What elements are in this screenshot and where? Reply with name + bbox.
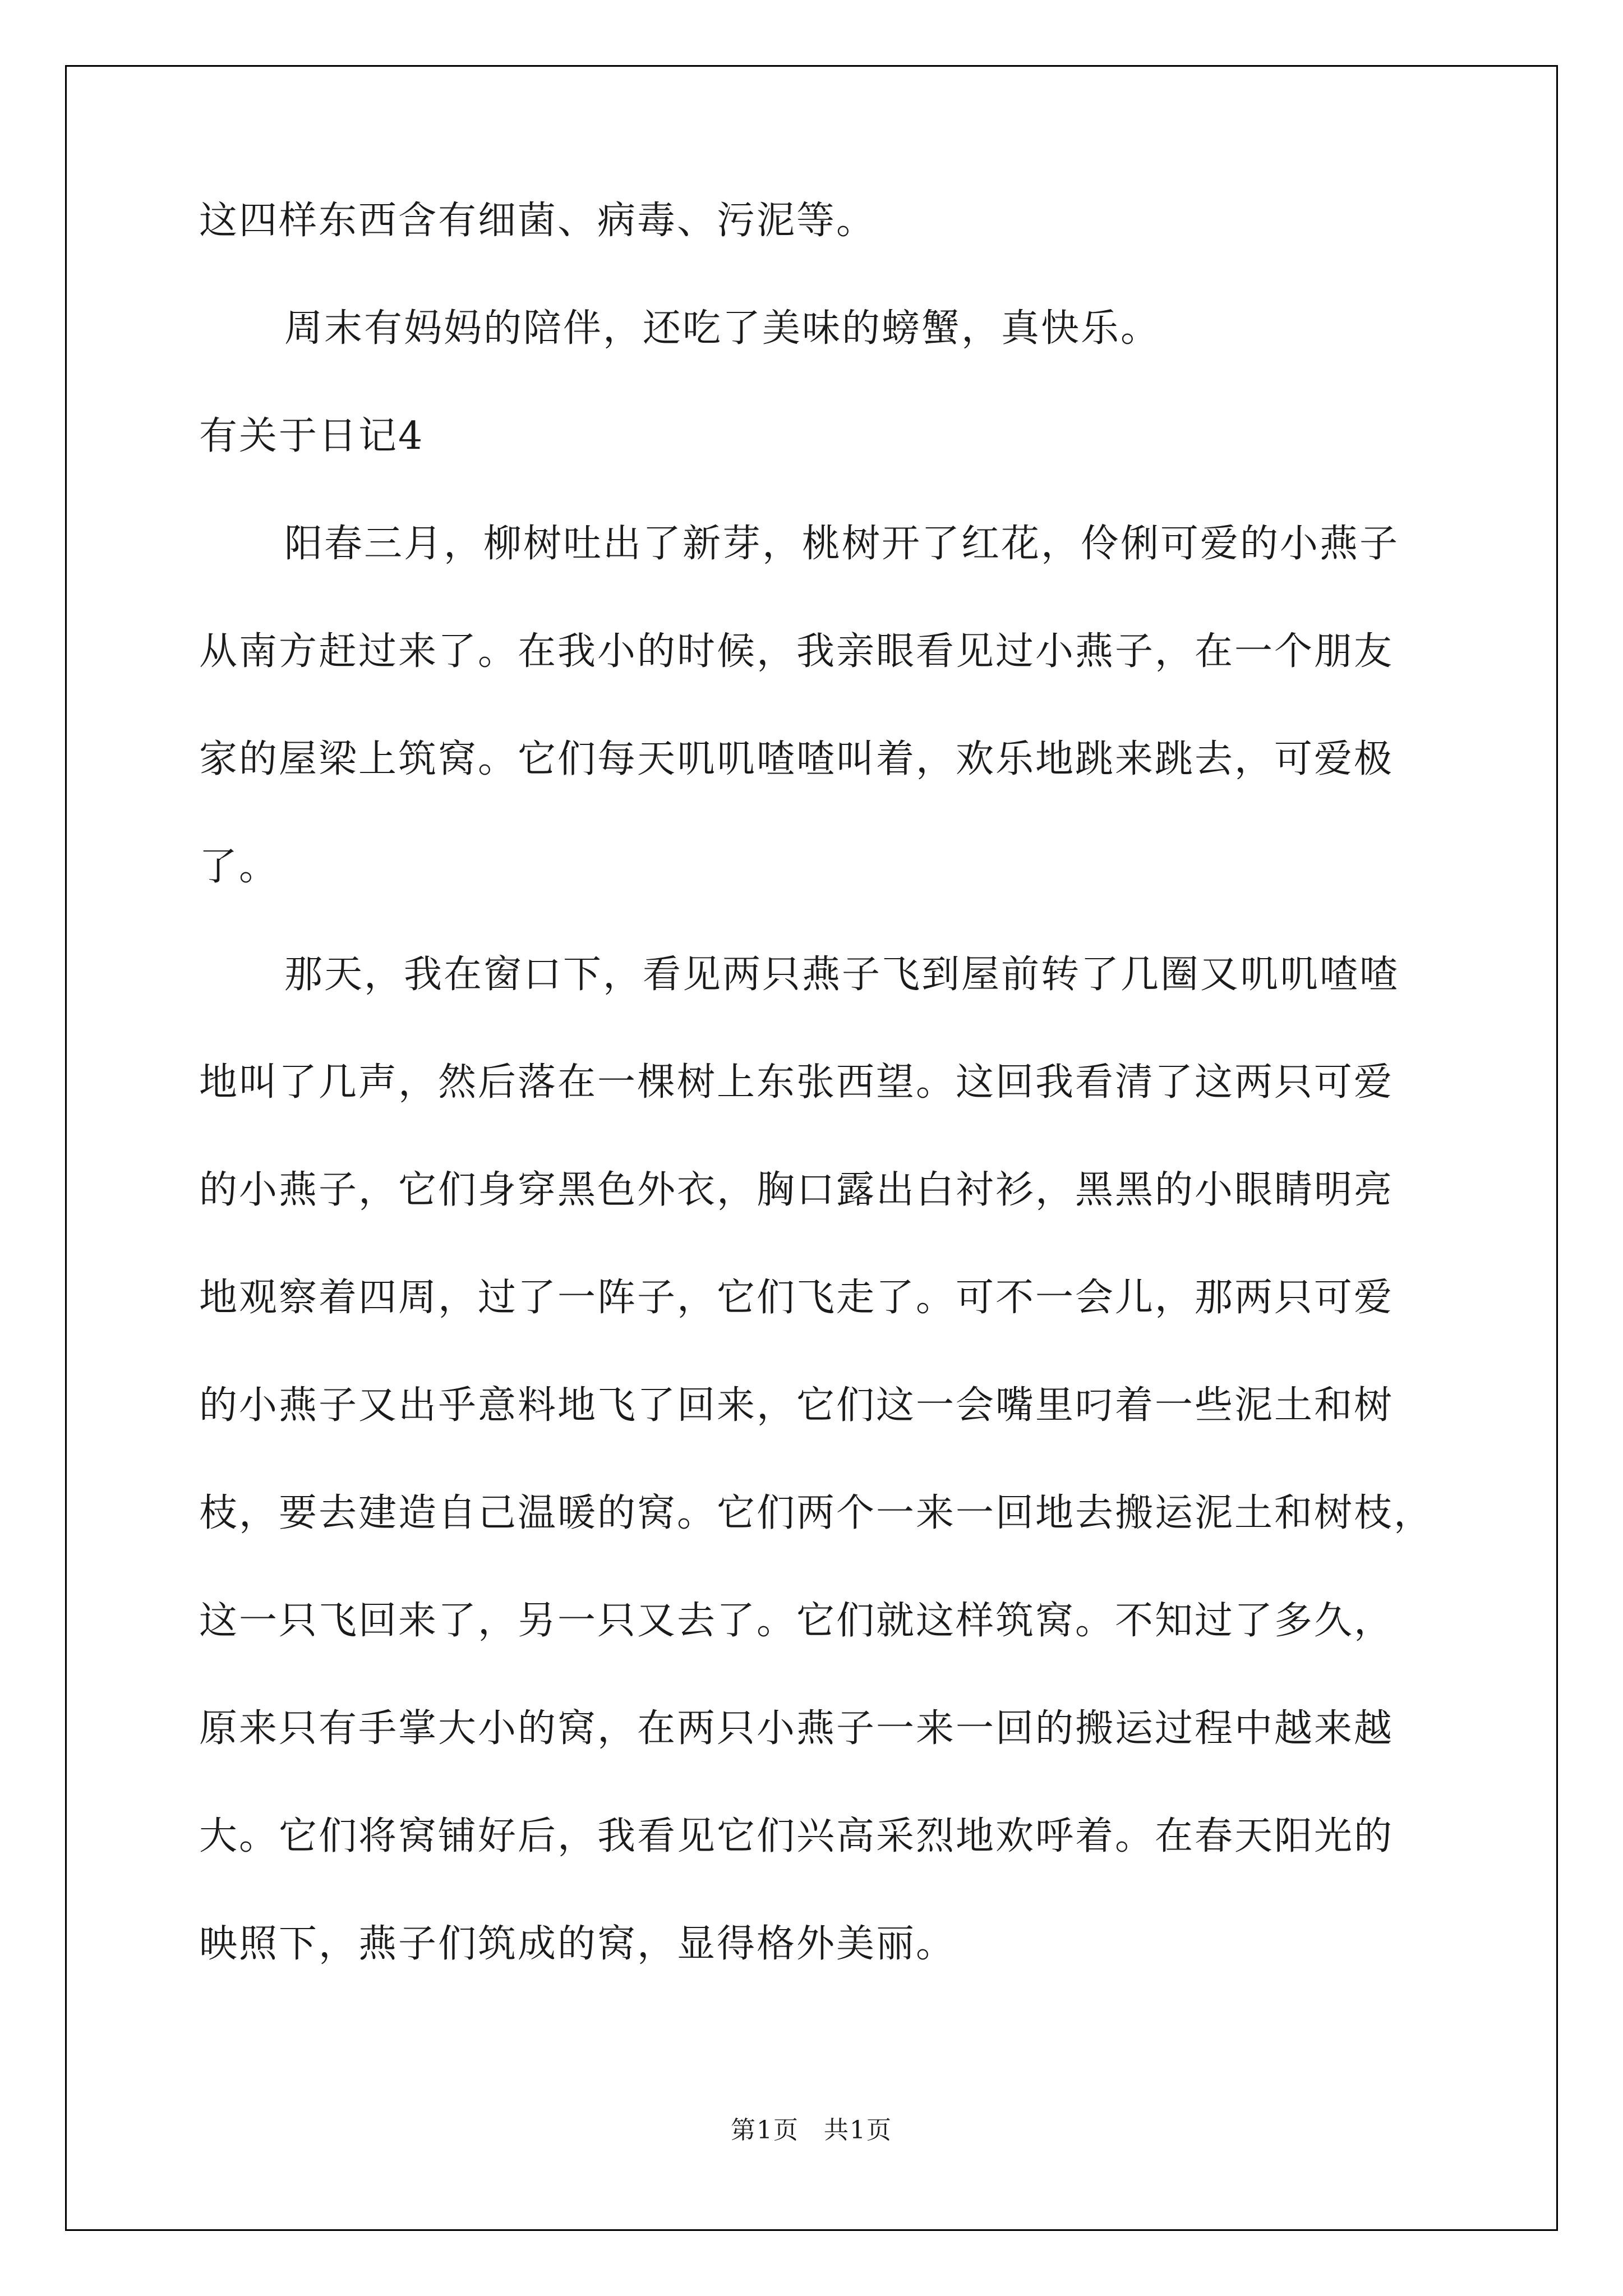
paragraph-line: 映照下，燕子们筑成的窝，显得格外美丽。 (199, 1922, 956, 1966)
paragraph-line: 那天，我在窗口下，看见两只燕子飞到屋前转了几圈又叽叽喳喳 (284, 953, 1400, 997)
paragraph-line: 从南方赶过来了。在我小的时候，我亲眼看见过小燕子，在一个朋友 (199, 629, 1394, 674)
page-number-total: 共1页 (824, 2116, 892, 2145)
paragraph-line: 大。它们将窝铺好后，我看见它们兴高采烈地欢呼着。在春天阳光的 (199, 1814, 1394, 1858)
paragraph-line: 地叫了几声，然后落在一棵树上东张西望。这回我看清了这两只可爱 (199, 1060, 1394, 1105)
section-heading: 有关于日记4 (199, 414, 425, 458)
paragraph-line: 家的屋梁上筑窝。它们每天叽叽喳喳叫着，欢乐地跳来跳去，可爱极 (199, 737, 1394, 781)
paragraph-line: 阳春三月，柳树吐出了新芽，桃树开了红花，伶俐可爱的小燕子 (284, 522, 1400, 566)
page-border (65, 65, 1558, 2231)
paragraph-line: 的小燕子，它们身穿黑色外衣，胸口露出白衬衫，黑黑的小眼睛明亮 (199, 1168, 1394, 1212)
paragraph-line: 这一只飞回来了，另一只又去了。它们就这样筑窝。不知过了多久， (199, 1599, 1394, 1643)
paragraph-line: 地观察着四周，过了一阵子，它们飞走了。可不一会儿，那两只可爱 (199, 1276, 1394, 1320)
page-footer (0, 2114, 1623, 2147)
paragraph-line: 周末有妈妈的陪伴，还吃了美味的螃蟹，真快乐。 (284, 306, 1161, 351)
paragraph-line: 枝，要去建造自己温暖的窝。它们两个一来一回地去搬运泥土和树枝， (199, 1491, 1434, 1535)
paragraph-line: 原来只有手掌大小的窝，在两只小燕子一来一回的搬运过程中越来越 (199, 1706, 1394, 1751)
paragraph-line: 的小燕子又出乎意料地飞了回来，它们这一会嘴里叼着一些泥土和树 (199, 1383, 1394, 1428)
paragraph-line: 了。 (199, 845, 279, 889)
page-number-current: 第1页 (731, 2116, 799, 2145)
paragraph-line: 这四样东西含有细菌、病毒、污泥等。 (199, 199, 877, 243)
